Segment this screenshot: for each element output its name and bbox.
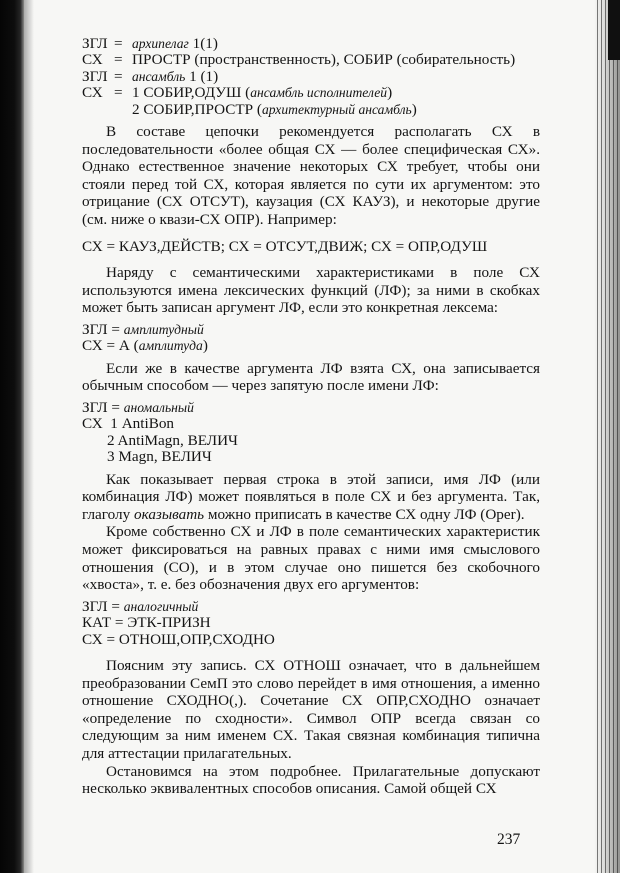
page-edge-corner	[608, 0, 620, 60]
paren-close: )	[387, 84, 393, 102]
headword: ансамбль	[132, 68, 186, 84]
paragraph-explanation: Поясним эту запись. СХ ОТНОШ означает, что в дальнейшем преобразовании СемП это слово перейдет в имя отношения, а именно отношение СХОДНО(,). Сочетание СХ ОПР,СХОДНО означает «определение по сходности». Символ ОПР всегда связан со следующим за ним именем СХ. Такая связная комбинация типична для аттестации прилагательных.	[82, 656, 540, 762]
entry-line	[82, 102, 540, 118]
equals-sign: =	[114, 51, 123, 69]
equals-sign: =	[114, 67, 123, 85]
text-run: можно приписать в качестве СХ одну ЛФ (Oper).	[204, 505, 525, 523]
field-value: = А (	[106, 337, 139, 355]
entry-line	[82, 400, 540, 416]
entry-line: 3 Magn, ВЕЛИЧ	[107, 448, 212, 466]
paragraph-adjectives: Остановимся на этом подробнее. Прилагательные допускают несколько эквивалентных способов описания. Самой общей СХ	[82, 762, 540, 798]
headword: амплитудный	[123, 321, 204, 337]
entry-line	[82, 36, 540, 52]
dictionary-entry-archipelago	[82, 36, 540, 118]
paren-close: )	[202, 337, 208, 355]
example-gloss: ансамбль исполнителей	[250, 85, 388, 101]
equals-sign: =	[111, 398, 120, 416]
paragraph-lexical-functions: Наряду с семантическими характеристиками в поле СХ используются имена лексических функций (ЛФ); за ними в скобках может быть записан аргумент ЛФ, если это конкретная лексема:	[82, 264, 540, 317]
headword: аналогичный	[123, 598, 199, 614]
entry-line	[82, 52, 540, 68]
field-key: СХ	[82, 51, 103, 69]
dictionary-entry-analogous	[82, 599, 540, 648]
paragraph-semantic-relation: Кроме собственно СХ и ЛФ в поле семантических характеристик может фиксироваться на равных правах с ними имя смыслового отношения (СО), и в этом случае оно пишется без скобочного «хвоста», т. е. без обозначения двух его аргументов:	[82, 523, 540, 594]
field-key: ЗГЛ	[82, 398, 108, 416]
field-value: ПРОСТР (пространственность), СОБИР (собирательность)	[132, 51, 516, 69]
lexeme-argument: амплитуда	[138, 338, 203, 354]
entry-line: СХ = ОТНОШ,ОПР,СХОДНО	[82, 630, 275, 648]
field-key: СХ	[82, 84, 103, 102]
entry-line: СХ 1 AntiBon	[82, 415, 175, 433]
equals-sign: =	[114, 35, 123, 52]
equals-sign: =	[114, 84, 123, 102]
entry-line	[82, 322, 540, 338]
paragraph-ordering: В составе цепочки рекомендуется располагать СХ в последовательности «более общая СХ — более специфическая СХ». Однако естественное значение некоторых СХ требует, чтобы они стояли перед той СХ, которая является по сути их аргументом: это отрицание (СХ ОТСУТ), каузация (СХ КАУЗ), и некоторые другие (см. ниже о квази-СХ ОПР). Например:	[82, 123, 540, 228]
paragraph-lf-without-argument	[82, 471, 540, 524]
field-value: 2 СОБИР,ПРОСТР (	[132, 100, 262, 118]
sense-number: 1 (1)	[185, 67, 219, 85]
field-value: 1 СОБИР,ОДУШ (	[132, 84, 251, 102]
field-key: ЗГЛ	[82, 67, 108, 85]
entry-line	[82, 69, 540, 85]
binding-shadow-fade	[24, 0, 34, 873]
entry-line: 2 AntiMagn, ВЕЛИЧ	[107, 431, 238, 449]
equals-sign: =	[111, 320, 120, 338]
sense-number: 1(1)	[188, 35, 218, 52]
field-key: ЗГЛ	[82, 597, 108, 615]
text-run: Как показывает первая строка в этой записи, имя ЛФ (или комбинация ЛФ) может появляться в поле СХ и без аргумента. Так, глаголу	[82, 470, 540, 523]
formula-example: СХ = КАУЗ,ДЕЙСТВ; СХ = ОТСУТ,ДВИЖ; СХ = ОПР,ОДУШ	[82, 237, 488, 255]
field-key: ЗГЛ	[82, 35, 108, 52]
page-body	[82, 36, 540, 798]
page-number: 237	[497, 831, 521, 848]
equals-sign: =	[111, 597, 120, 615]
paragraph-lf-argument: Если же в качестве аргумента ЛФ взята СХ, она записывается обычным способом — через запятую после имени ЛФ:	[82, 359, 540, 395]
example-verb: оказывать	[134, 505, 205, 523]
dictionary-entry-anomalous	[82, 400, 540, 466]
example-gloss: архитектурный ансамбль	[261, 101, 412, 117]
entry-line	[82, 338, 540, 354]
dictionary-entry-amplitude	[82, 322, 540, 355]
binding-shadow	[0, 0, 24, 873]
entry-line: КАТ = ЭТК-ПРИЗН	[82, 614, 211, 632]
entry-line	[82, 85, 540, 101]
field-key: ЗГЛ	[82, 320, 108, 338]
page-edge-streaks	[594, 0, 620, 873]
field-key: СХ	[82, 337, 103, 355]
headword: архипелаг	[132, 36, 189, 51]
paren-close: )	[411, 100, 417, 118]
entry-line	[82, 599, 540, 615]
headword: аномальный	[123, 399, 194, 415]
